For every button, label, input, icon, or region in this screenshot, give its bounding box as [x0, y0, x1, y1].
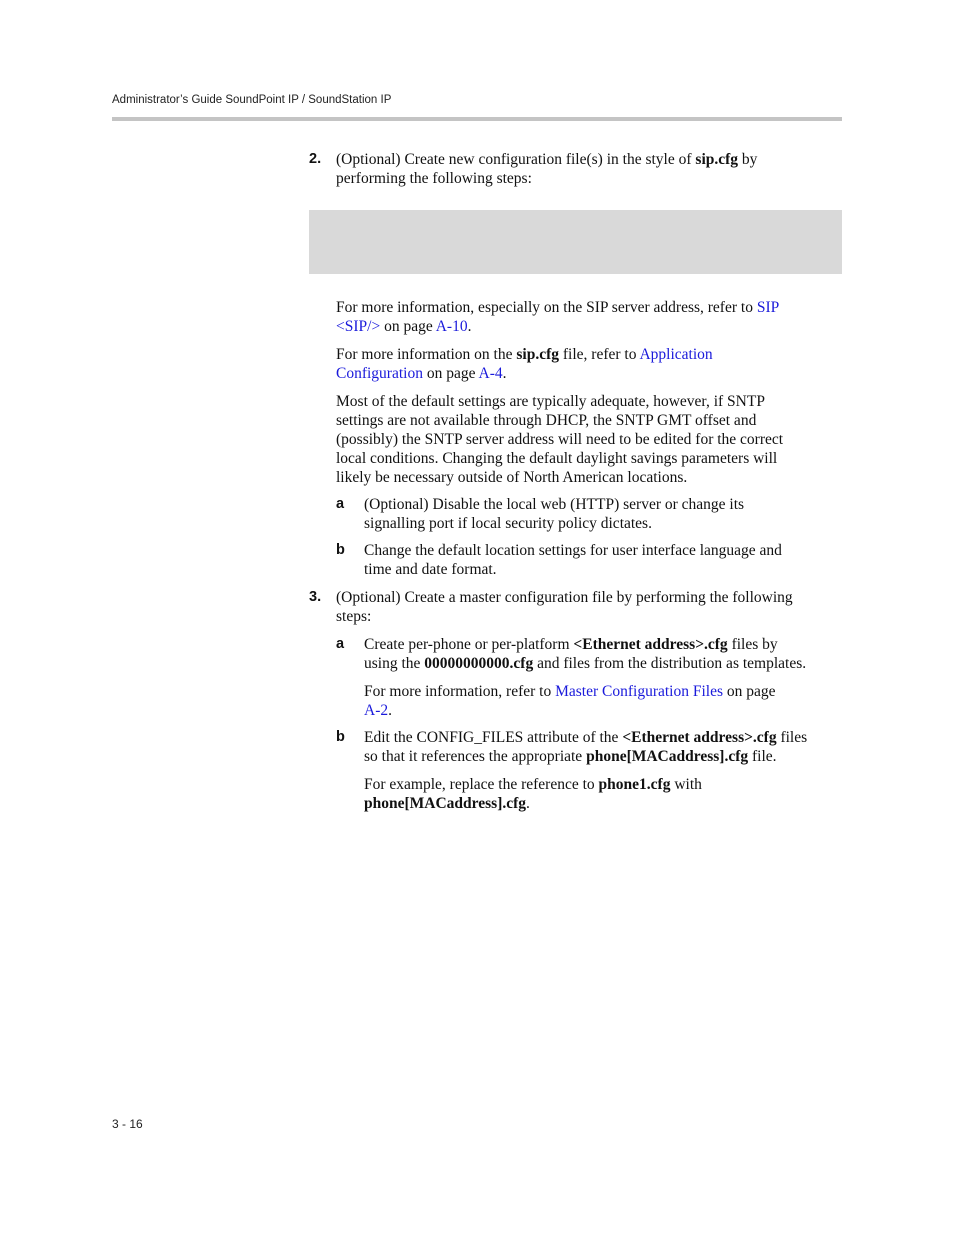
step-2-text	[336, 150, 757, 188]
step-2b-text	[364, 541, 782, 579]
info-paragraph-sip	[336, 298, 779, 336]
link-master-configuration-files[interactable]: Master Configuration Files	[555, 683, 724, 700]
info3-line1: Most of the default settings are typically adequate, however, if SNTP	[336, 393, 765, 410]
step-2a-line1: (Optional) Disable the local web (HTTP) server or change its	[364, 496, 745, 513]
info-paragraph-sipcfg	[336, 345, 713, 383]
step-3b-ex-c: .	[526, 795, 530, 812]
step-2b-letter: b	[336, 542, 345, 558]
step-3b-example	[364, 775, 702, 813]
step-2-bold: sip.cfg	[695, 151, 739, 168]
step-3-line2: steps:	[336, 608, 372, 625]
step-2b-line2: time and date format.	[364, 561, 497, 578]
step-3a-text-d: and files from the distribution as templates.	[533, 655, 807, 672]
step-3a-text-a: Create per-phone or per-platform	[364, 636, 574, 653]
info2-text-d: .	[502, 365, 507, 382]
step-3-line1: (Optional) Create a master configuration file by performing the following	[336, 589, 793, 606]
step-3b-ex-bold2: phone[MACaddress].cfg	[364, 795, 527, 812]
step-2-text-b: by	[738, 151, 758, 168]
info2-text-a: For more information on the	[336, 346, 517, 363]
info3-line2: settings are not available through DHCP, the SNTP GMT offset and	[336, 412, 757, 429]
step-3a-letter: a	[336, 636, 345, 652]
step-3b-text-b: files	[776, 729, 808, 746]
info1-text-c: .	[467, 318, 472, 335]
info1-text-b: on page	[380, 318, 436, 335]
link-page-a4[interactable]: A-4	[478, 365, 503, 382]
header-rule	[112, 117, 842, 121]
step-3a-more-c: .	[388, 702, 392, 719]
info2-text-c: on page	[422, 365, 479, 382]
gray-note-box	[309, 210, 842, 274]
link-sip-tag[interactable]: <SIP/>	[336, 318, 381, 335]
step-3-number: 3.	[309, 589, 322, 605]
step-3b-text-c: so that it references the appropriate	[364, 748, 587, 765]
step-3a-text-c: using the	[364, 655, 425, 672]
info-paragraph-sntp	[336, 392, 783, 487]
step-2a-text	[364, 495, 744, 533]
step-3b-text	[364, 728, 807, 766]
step-3b-ex-bold1: phone1.cfg	[598, 776, 671, 793]
link-page-a10[interactable]: A-10	[435, 318, 468, 335]
page-number: 3 - 16	[112, 1117, 143, 1131]
link-sip[interactable]: SIP	[756, 299, 780, 316]
step-3b-ex-a: For example, replace the reference to	[364, 776, 599, 793]
link-page-a2[interactable]: A-2	[364, 702, 389, 719]
step-3-text	[336, 588, 793, 626]
step-3a-bold-b: 00000000000.cfg	[424, 655, 534, 672]
step-3a-more-a: For more information, refer to	[364, 683, 556, 700]
info1-text-a: For more information, especially on the SIP server address, refer to	[336, 299, 757, 316]
info2-bold: sip.cfg	[516, 346, 559, 363]
step-3a-more-b: on page	[723, 683, 776, 700]
step-3a-bold-a: <Ethernet address>.cfg	[573, 636, 728, 653]
step-2b-line1: Change the default location settings for user interface language and	[364, 542, 782, 559]
step-3b-text-d: file.	[748, 748, 777, 765]
step-3a-more-info	[364, 682, 776, 720]
link-configuration[interactable]: Configuration	[336, 365, 423, 382]
step-2a-line2: signalling port if local security policy dictates.	[364, 515, 652, 532]
info3-line5: likely be necessary outside of North American locations.	[336, 469, 688, 486]
running-header: Administrator’s Guide SoundPoint IP / SoundStation IP	[112, 94, 392, 106]
link-application[interactable]: Application	[639, 346, 713, 363]
step-2a-letter: a	[336, 496, 345, 512]
step-3b-bold-b: phone[MACaddress].cfg	[586, 748, 749, 765]
step-2-line2: performing the following steps:	[336, 170, 532, 187]
step-2-text-a: (Optional) Create new configuration file(s) in the style of	[336, 151, 696, 168]
step-3b-letter: b	[336, 729, 345, 745]
info3-line3: (possibly) the SNTP server address will need to be edited for the correct	[336, 431, 784, 448]
step-3b-bold-a: <Ethernet address>.cfg	[622, 729, 777, 746]
step-2-number: 2.	[309, 151, 322, 167]
step-3b-ex-b: with	[670, 776, 702, 793]
step-3a-text	[364, 635, 806, 673]
step-3a-text-b: files by	[727, 636, 778, 653]
info2-text-b: file, refer to	[559, 346, 640, 363]
step-3b-text-a: Edit the CONFIG_FILES attribute of the	[364, 729, 623, 746]
info3-line4: local conditions. Changing the default daylight savings parameters will	[336, 450, 778, 467]
